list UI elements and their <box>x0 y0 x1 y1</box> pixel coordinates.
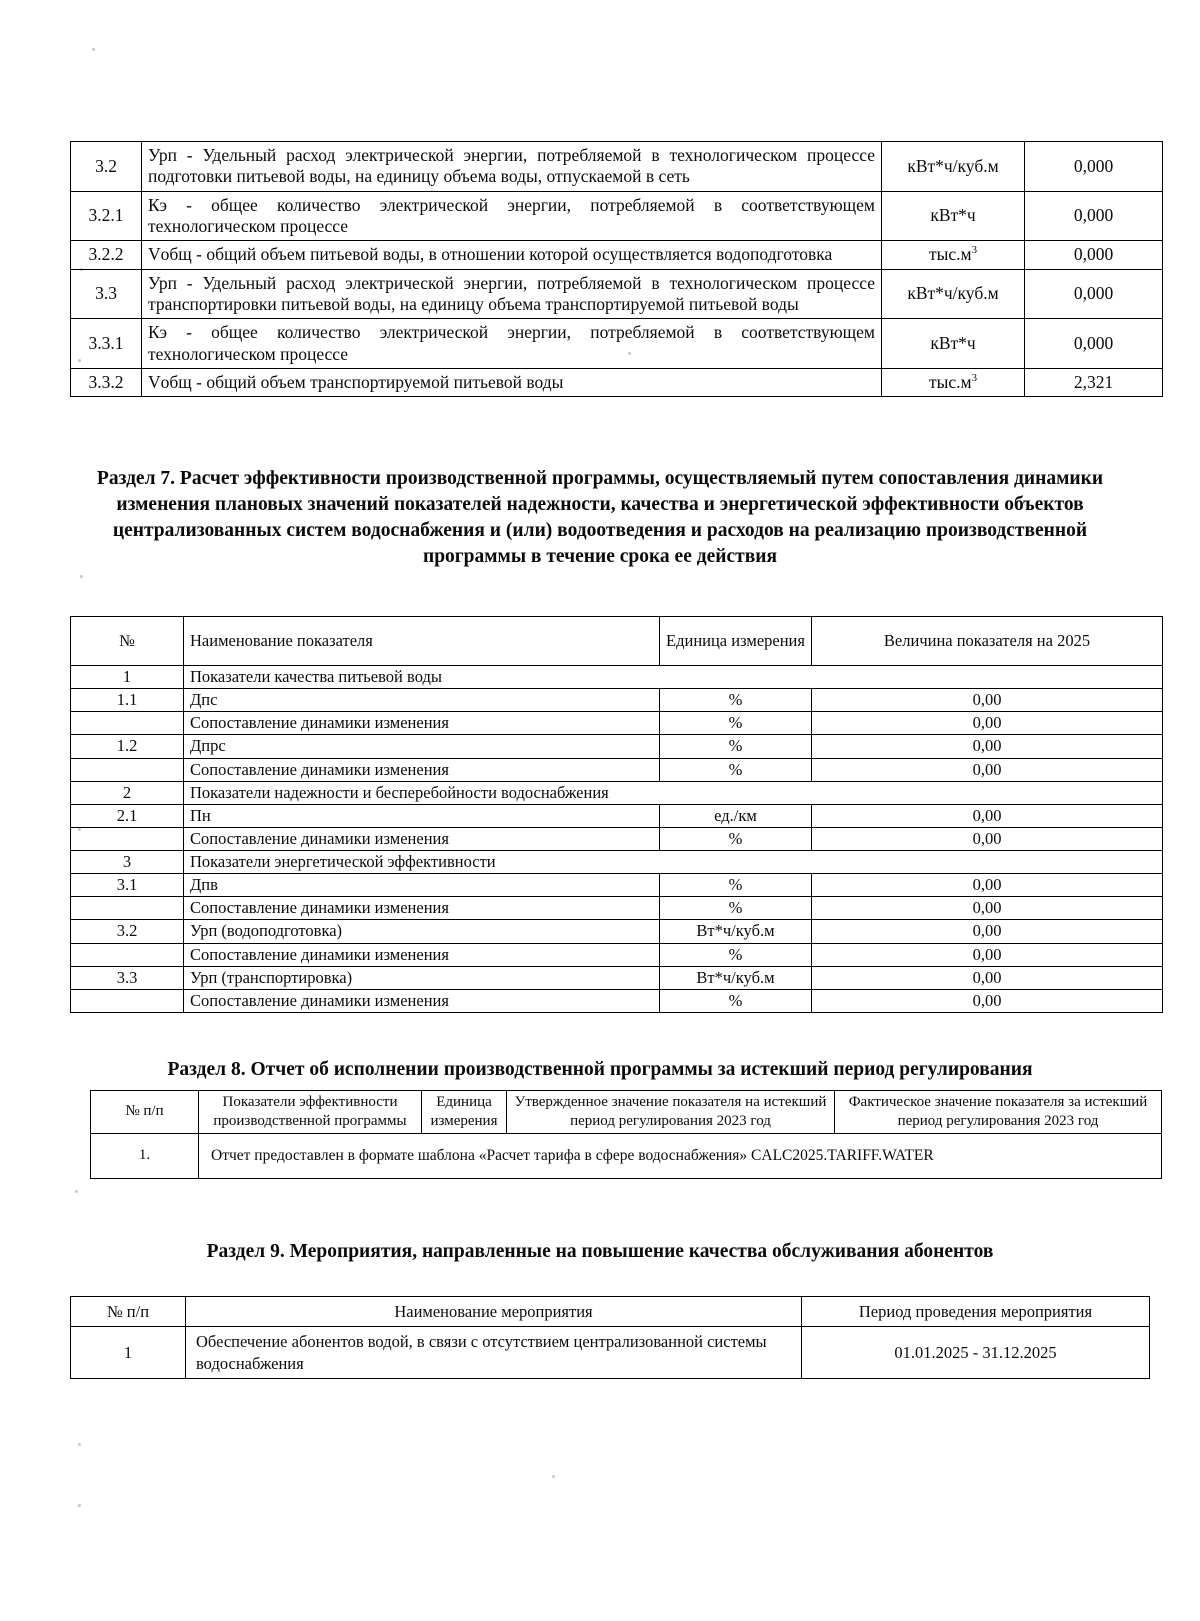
row-name: Пн <box>184 804 660 827</box>
row-value: 0,00 <box>812 920 1163 943</box>
row-name: Дпс <box>184 689 660 712</box>
unit-text: кВт*ч <box>930 205 976 226</box>
row-unit: Вт*ч/куб.м <box>660 920 812 943</box>
table-row <box>71 920 1163 943</box>
row-unit: % <box>660 874 812 897</box>
row-name: Сопоставление динамики изменения <box>184 827 660 850</box>
table-row <box>71 897 1163 920</box>
table-row <box>71 191 1163 241</box>
table-row <box>71 369 1163 397</box>
row-number: 1 <box>71 666 184 689</box>
row-value: 0,00 <box>812 897 1163 920</box>
row-value: 0,00 <box>812 874 1163 897</box>
row-name: Сопоставление динамики изменения <box>184 989 660 1012</box>
row-name: Кэ - общее количество электрической энергии, потребляемой в соответствующем технологическом процессе <box>142 191 882 241</box>
row-value: 0,000 <box>1025 191 1163 241</box>
row-number: 3.3.1 <box>71 319 142 369</box>
column-header-unit: Единица измерения <box>422 1091 507 1134</box>
section-9-table <box>70 1296 1150 1379</box>
row-unit <box>882 142 1025 192</box>
column-header-actual-value: Фактическое значение показателя за истекший период регулирования 2023 год <box>835 1091 1162 1134</box>
table-body <box>91 1133 1162 1178</box>
table-row <box>71 989 1163 1012</box>
row-number <box>71 758 184 781</box>
row-unit <box>882 191 1025 241</box>
energy-efficiency-table <box>70 141 1163 397</box>
row-number: 3.3 <box>71 269 142 319</box>
row-unit: % <box>660 943 812 966</box>
row-unit <box>882 269 1025 319</box>
row-number: 3.2 <box>71 920 184 943</box>
column-header-approved-value: Утвержденное значение показателя на истекший период регулирования 2023 год <box>507 1091 835 1134</box>
row-value: 0,00 <box>812 943 1163 966</box>
row-number: 3.3.2 <box>71 369 142 397</box>
table-body <box>71 142 1163 397</box>
table-header <box>91 1091 1162 1134</box>
row-number: 3.2.2 <box>71 241 142 269</box>
row-name: Сопоставление динамики изменения <box>184 943 660 966</box>
section-7-table-container <box>70 616 1110 1013</box>
section-8-table-container <box>90 1090 1148 1179</box>
row-name: Сопоставление динамики изменения <box>184 897 660 920</box>
row-period: 01.01.2025 - 31.12.2025 <box>802 1327 1150 1379</box>
row-unit: % <box>660 897 812 920</box>
table-row <box>71 735 1163 758</box>
scan-speckle <box>92 48 95 51</box>
row-unit <box>882 369 1025 397</box>
scan-speckle <box>78 1504 81 1507</box>
row-name: Урп - Удельный расход электрической энергии, потребляемой в технологическом процессе подготовки питьевой воды, на единицу объема воды, отпускаемой в сеть <box>142 142 882 192</box>
row-unit: % <box>660 989 812 1012</box>
row-name: Дпв <box>184 874 660 897</box>
scan-speckle <box>75 1190 78 1193</box>
scan-speckle <box>78 1443 81 1446</box>
column-header-unit: Единица измерения <box>660 617 812 666</box>
row-value: 0,000 <box>1025 269 1163 319</box>
row-name: Дпрс <box>184 735 660 758</box>
row-value: 0,00 <box>812 712 1163 735</box>
row-name: Сопоставление динамики изменения <box>184 758 660 781</box>
table-row <box>71 1327 1150 1379</box>
row-name: Vобщ - общий объем питьевой воды, в отношении которой осуществляется водоподготовка <box>142 241 882 269</box>
row-event-name: Обеспечение абонентов водой, в связи с отсутствием централизованной системы водоснабжения <box>186 1327 802 1379</box>
row-unit: % <box>660 827 812 850</box>
row-value: 0,00 <box>812 735 1163 758</box>
row-name: Кэ - общее количество электрической энергии, потребляемой в соответствующем технологическом процессе <box>142 319 882 369</box>
row-value: 0,00 <box>812 758 1163 781</box>
section-8-heading: Раздел 8. Отчет об исполнении производственной программы за истекший период регулирования <box>167 1059 1033 1080</box>
unit-superscript: 3 <box>971 372 978 385</box>
row-value: 0,000 <box>1025 319 1163 369</box>
column-header-number: № п/п <box>91 1091 199 1134</box>
row-number: 2 <box>71 781 184 804</box>
unit-text: тыс.м <box>928 244 972 265</box>
row-number: 3 <box>71 851 184 874</box>
section-7-heading: Раздел 7. Расчет эффективности производственной программы, осуществляемый путем сопоставления динамики изменения плановых значений показателей надежности, качества и энергетической эффективности объектов централизованных систем водоснабжения и (или) водоотведения и расходов на реализацию производственной программы в течение срока ее действия <box>96 468 1104 567</box>
scan-speckle <box>552 1475 555 1478</box>
table-row <box>71 689 1163 712</box>
section-9-heading: Раздел 9. Мероприятия, направленные на повышение качества обслуживания абонентов <box>206 1241 994 1262</box>
unit-text: тыс.м <box>928 372 972 393</box>
row-number: 3.2.1 <box>71 191 142 241</box>
row-name: Урп (водоподготовка) <box>184 920 660 943</box>
row-number <box>71 989 184 1012</box>
column-header-period: Период проведения мероприятия <box>802 1297 1150 1327</box>
row-number: 1 <box>71 1327 186 1379</box>
row-number: 1.2 <box>71 735 184 758</box>
table-row <box>71 874 1163 897</box>
row-unit: ед./км <box>660 804 812 827</box>
row-value: 0,000 <box>1025 241 1163 269</box>
row-number: 1. <box>91 1133 199 1178</box>
row-unit: % <box>660 689 812 712</box>
unit-text: кВт*ч/куб.м <box>907 283 999 304</box>
section-7-table <box>70 616 1163 1013</box>
column-header-value: Величина показателя на 2025 <box>812 617 1163 666</box>
row-value: 2,321 <box>1025 369 1163 397</box>
row-value: 0,00 <box>812 804 1163 827</box>
table-row <box>71 943 1163 966</box>
table-group-row <box>71 781 1163 804</box>
table-header <box>71 1297 1150 1327</box>
section-8-table <box>90 1090 1162 1179</box>
table-row <box>71 319 1163 369</box>
row-unit: % <box>660 735 812 758</box>
row-number <box>71 712 184 735</box>
row-number <box>71 827 184 850</box>
table-row <box>71 269 1163 319</box>
energy-efficiency-table-container <box>70 141 1114 397</box>
table-header-row <box>71 1297 1150 1327</box>
table-row <box>71 758 1163 781</box>
row-unit: Вт*ч/куб.м <box>660 966 812 989</box>
table-row <box>71 966 1163 989</box>
row-number: 3.1 <box>71 874 184 897</box>
column-header-number: № п/п <box>71 1297 186 1327</box>
column-header-name: Наименование показателя <box>184 617 660 666</box>
row-unit <box>882 319 1025 369</box>
row-value: 0,00 <box>812 966 1163 989</box>
row-report-text: Отчет предоставлен в формате шаблона «Расчет тарифа в сфере водоснабжения» CALC2025.TARIFF.WATER <box>199 1133 1162 1178</box>
table-row <box>71 142 1163 192</box>
row-unit: % <box>660 758 812 781</box>
row-name: Урп - Удельный расход электрической энергии, потребляемой в технологическом процессе транспортировки питьевой воды, на единицу объема транспортируемой питьевой воды <box>142 269 882 319</box>
row-value: 0,00 <box>812 827 1163 850</box>
row-group-name: Показатели качества питьевой воды <box>184 666 1163 689</box>
unit-text: кВт*ч/куб.м <box>907 155 999 176</box>
unit-text: кВт*ч <box>930 333 976 354</box>
row-number <box>71 897 184 920</box>
table-header-row <box>91 1091 1162 1134</box>
column-header-indicators: Показатели эффективности производственной программы <box>199 1091 422 1134</box>
table-body <box>71 1327 1150 1379</box>
table-header-row <box>71 617 1163 666</box>
section-9-table-container <box>70 1296 1110 1379</box>
unit-superscript: 3 <box>971 244 978 257</box>
row-group-name: Показатели надежности и бесперебойности водоснабжения <box>184 781 1163 804</box>
row-value: 0,00 <box>812 689 1163 712</box>
row-value: 0,000 <box>1025 142 1163 192</box>
row-unit <box>882 241 1025 269</box>
row-name: Урп (транспортировка) <box>184 966 660 989</box>
table-group-row <box>71 666 1163 689</box>
table-row <box>71 827 1163 850</box>
table-group-row <box>71 851 1163 874</box>
row-value: 0,00 <box>812 989 1163 1012</box>
row-number <box>71 943 184 966</box>
table-header <box>71 617 1163 666</box>
column-header-event-name: Наименование мероприятия <box>186 1297 802 1327</box>
table-row <box>71 712 1163 735</box>
row-unit: % <box>660 712 812 735</box>
table-row <box>91 1133 1162 1178</box>
table-row <box>71 241 1163 269</box>
column-header-number: № <box>71 617 184 666</box>
row-number: 1.1 <box>71 689 184 712</box>
row-group-name: Показатели энергетической эффективности <box>184 851 1163 874</box>
table-body <box>71 666 1163 1013</box>
row-name: Vобщ - общий объем транспортируемой питьевой воды <box>142 369 882 397</box>
scan-speckle <box>80 575 83 578</box>
row-number: 3.2 <box>71 142 142 192</box>
table-row <box>71 804 1163 827</box>
row-name: Сопоставление динамики изменения <box>184 712 660 735</box>
row-number: 2.1 <box>71 804 184 827</box>
row-number: 3.3 <box>71 966 184 989</box>
